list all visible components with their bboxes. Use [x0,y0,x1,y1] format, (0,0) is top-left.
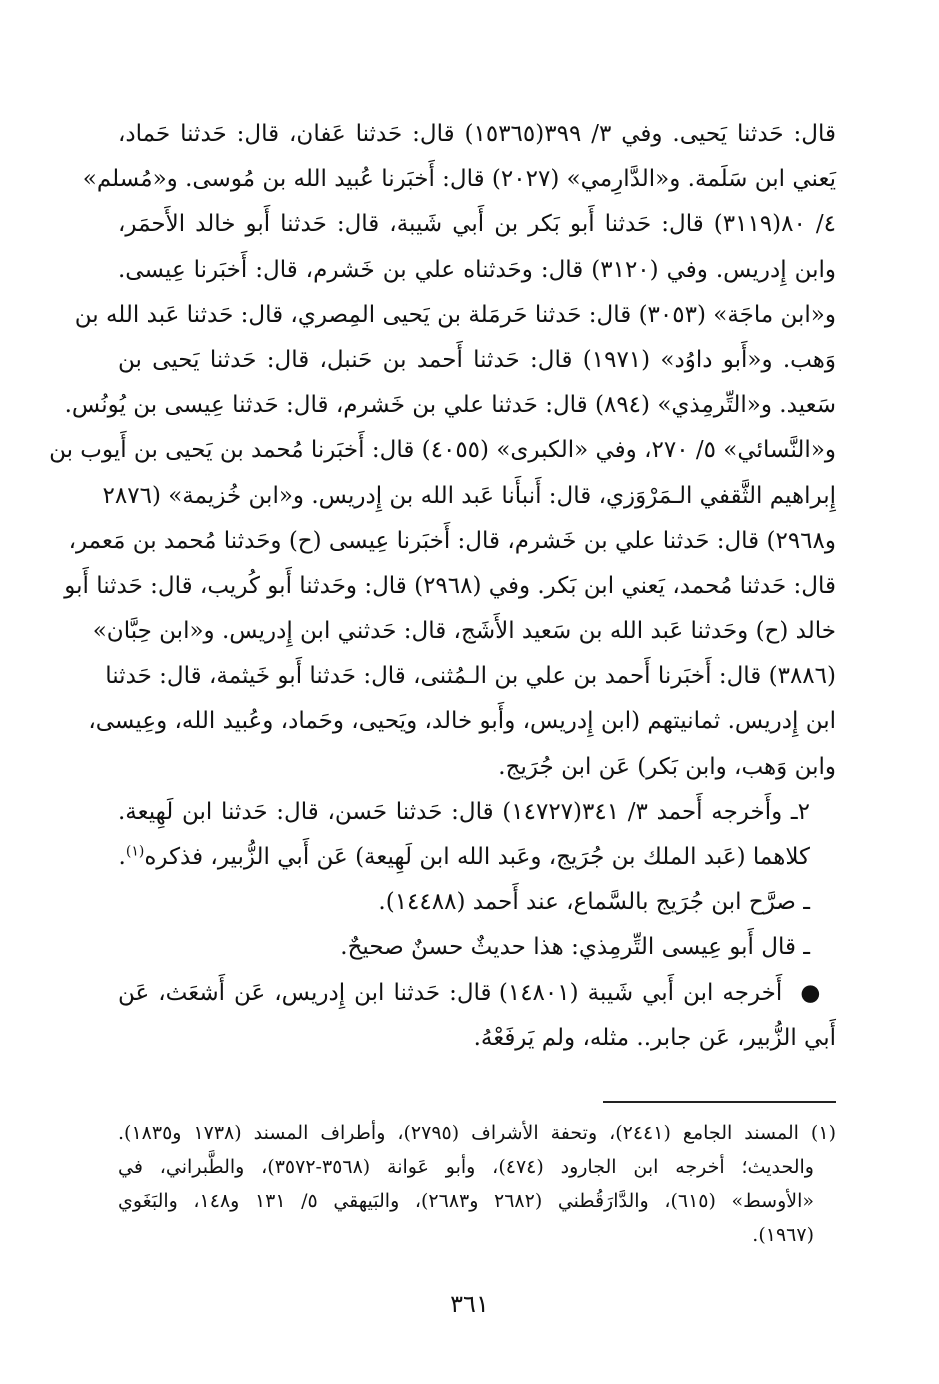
bullet-icon: ● [800,979,822,1006]
item-2-text: كلاهما (عَبد الملك بن جُرَيج، وعَبد الله ابن لَهِيعة) عَن أَبي الزُّبير، فذكره [144,844,810,870]
footnote-line: «الأوسط» (٦١٥)، والدَّارَقُطني (٢٦٨٢ و٢٦٨٣)، والبَيهقي ٥/ ١٣١ و١٤٨، والبَغَوي [118,1190,814,1212]
footnote-line: (١٩٦٧). [752,1224,814,1246]
item-2-line: ٢ـ وأَخرجه أَحمد ٣/ ٣٤١(١٤٧٢٧) قال: حَدثنا حَسن، قال: حَدثنا ابن لَهِيعة. [118,798,811,825]
note-line: ـ صرَّح ابن جُرَيج بالسَّماع، عند أَحمد (١٤٤٨٨). [378,889,810,916]
footnote-line: والحديث؛ أخرجه ابن الجارود (٤٧٤)، وأبو عَوانة (٣٥٦٨-٣٥٧٢)، والطَّبراني، في [118,1156,814,1178]
bullet-line: أَبي الزُّبير، عَن جابر.. مثله، ولم يَرفَعْهُ. [473,1024,836,1051]
text-line: يَعني ابن سَلَمة. و«الدَّارِمي» (٢٠٢٧) قال: أَخبَرنا عُبيد الله بن مُوسى. و«مُسلم» [82,166,836,193]
text-line: (٣٨٨٦) قال: أَخبَرنا أَحمد بن علي بن الـمُثنى، قال: حَدثنا أَبو خَيثمة، قال: حَدثنا [105,663,836,690]
text-line: و٢٩٦٨) قال: حَدثنا علي بن خَشرم، قال: أَخبَرنا عِيسى (ح) وحَدثنا مُحمد بن مَعمر، [68,527,836,554]
footnote-reference: (١) [125,843,145,860]
text-line: قال: حَدثنا مُحمد، يَعني ابن بَكر. وفي (٢٩٦٨) قال: وحَدثنا أَبو كُريب، قال: حَدثنا أَبو [64,572,836,599]
text-line: قال: حَدثنا يَحيى. وفي ٣/ ٣٩٩(١٥٣٦٥) قال: حَدثنا عَفان، قال: حَدثنا حَماد، [118,121,836,147]
footnote-line: (١) المسند الجامع (٢٤٤١)، وتحفة الأشراف (٢٧٩٥)، وأطراف المسند (١٧٣٨ و١٨٣٥). [118,1122,836,1144]
text-line: وابن وَهب، وابن بَكر) عَن ابن جُرَيج. [498,753,836,780]
note-line: ـ قال أَبو عِيسى التِّرمِذي: هذا حديثٌ حسنٌ صحيحٌ. [340,934,810,961]
text-line: و«النَّسائي» ٥/ ٢٧٠، وفي «الكبرى» (٤٠٥٥) قال: أَخبَرنا مُحمد بن يَحيى بن أَيوب بن [49,437,836,464]
main-text [49,112,836,1061]
text-line: ٤/ ٨٠(٣١١٩) قال: حَدثنا أَبو بَكر بن أَبي شَيبة، قال: حَدثنا أَبو خالد الأَحمَر، [118,211,836,238]
text-line: إِبراهيم الثَّقفي الـمَرْوَزي، قال: أَنبأَنا عَبد الله بن إِدريس. و«ابن خُزيمة» (٢٨٧٦ [102,482,836,509]
bullet-text: أَخرجه ابن أَبي شَيبة (١٤٨٠١) قال: حَدثنا ابن إِدريس، عَن أَشعَث، عَن [118,979,783,1006]
text-line: وابن إِدريس. وفي (٣١٢٠) قال: وحَدثناه علي بن خَشرم، قال: أَخبَرنا عِيسى. [118,256,836,283]
bullet-line [118,971,836,1016]
page-number: ٣٦١ [450,1290,489,1318]
text-line: خالد (ح) وحَدثنا عَبد الله بن سَعيد الأَشَج، قال: حَدثني ابن إِدريس. و«ابن حِبَّان» [92,618,836,645]
text-line: و«ابن ماجَة» (٣٠٥٣) قال: حَدثنا حَرمَلة بن يَحيى المِصري، قال: حَدثنا عَبد الله بن [74,301,836,328]
item-2-line: كلاهما (عَبد الملك بن جُرَيج، وعَبد الله ابن لَهِيعة) عَن أَبي الزُّبير، فذكره$^{(١)}$. [118,843,810,870]
footnotes [118,1116,836,1252]
text-line: وَهب. و«أَبو داوُد» (١٩٧١) قال: حَدثنا أَحمد بن حَنبل، قال: حَدثنا يَحيى بن [118,346,836,373]
footnote-separator [603,1101,836,1103]
text-line: ابن إِدريس. ثمانيتهم (ابن إِدريس، وأَبو خالد، ويَحيى، وحَماد، وعُبيد الله، وعِيسى، [88,708,836,735]
text-line: سَعيد. و«التِّرمِذي» (٨٩٤) قال: حَدثنا علي بن خَشرم، قال: حَدثنا عِيسى بن يُونُس. [64,392,836,419]
